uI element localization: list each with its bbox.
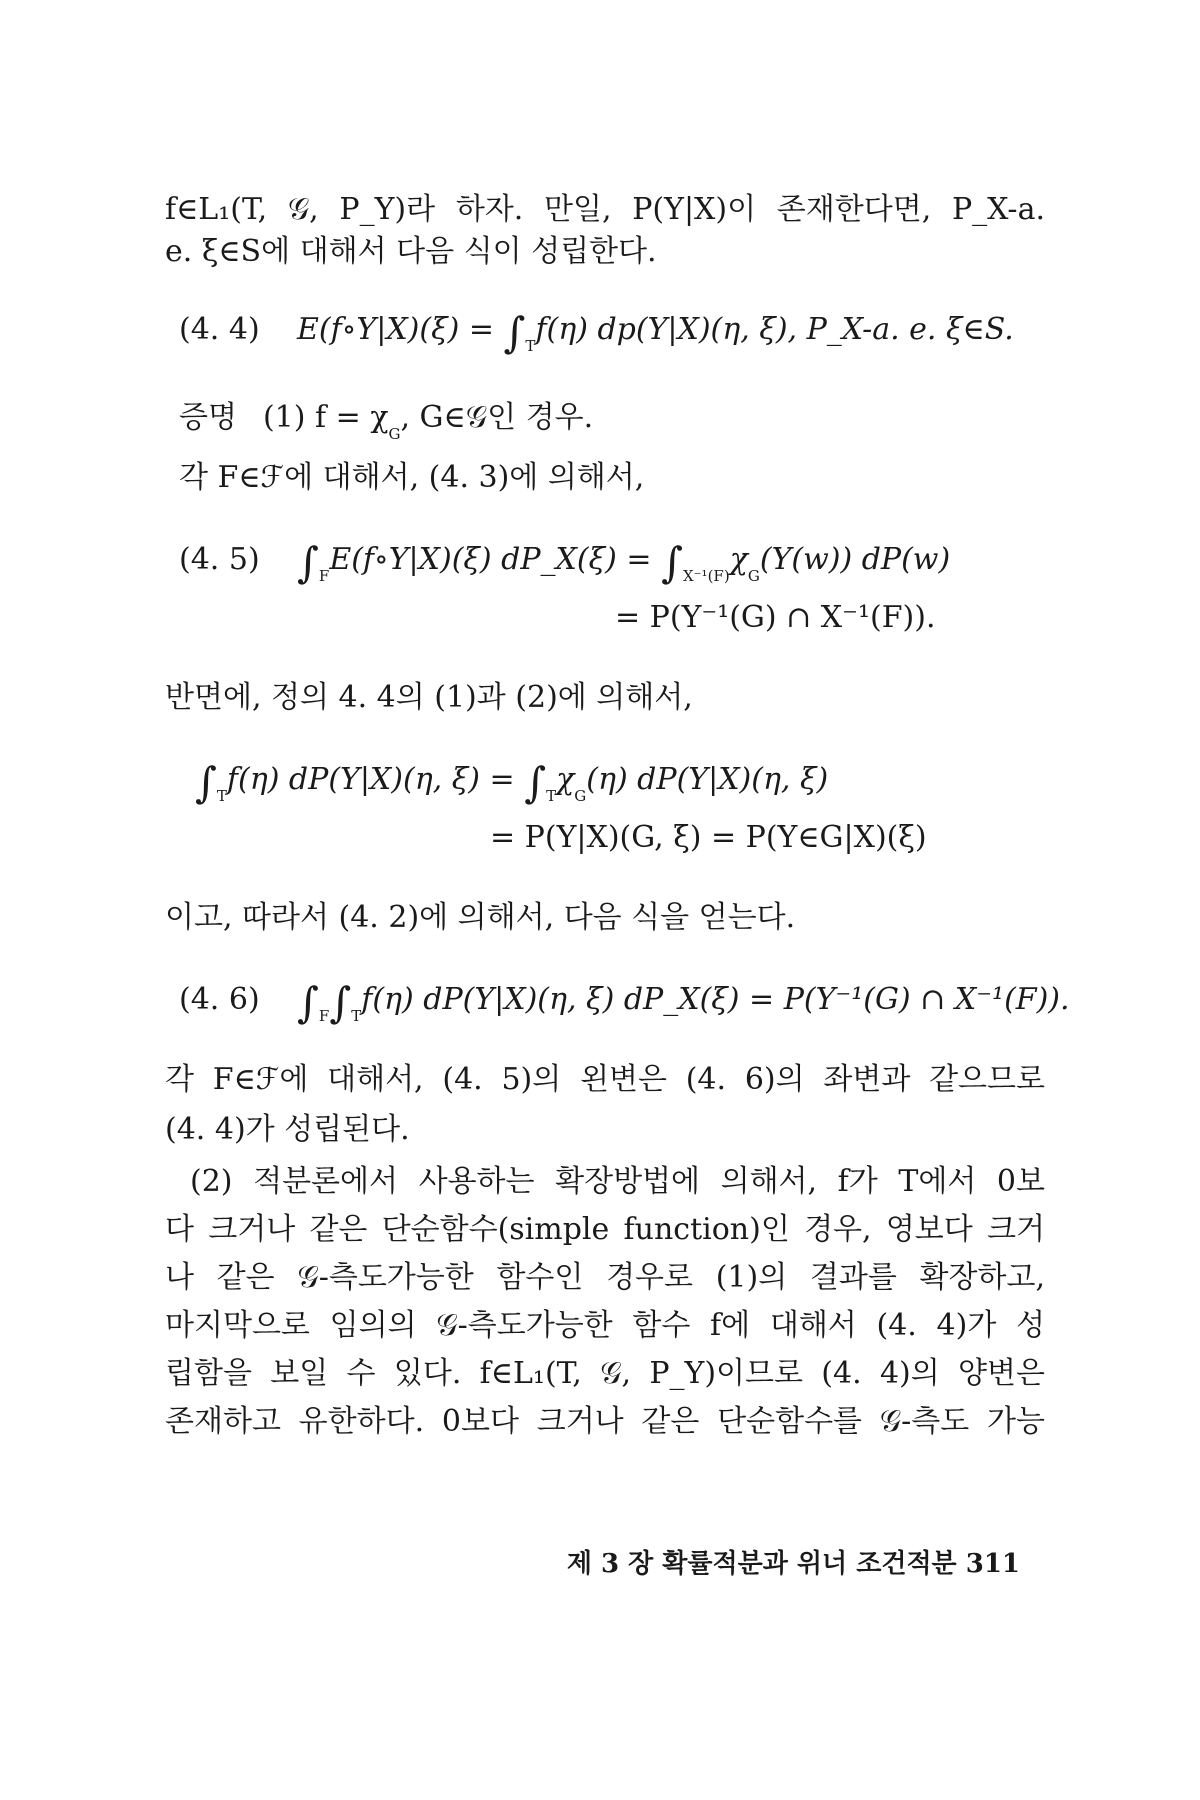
equation-lhs: E(f∘Y|X)(ξ) dP_X(ξ) = [329, 542, 662, 577]
equation-lhs: E(f∘Y|X)(ξ) = [297, 312, 504, 347]
integral-sign: ∫ [195, 758, 217, 807]
paragraph-2-line-2: 다 크거나 같은 단순함수(simple function)인 경우, 영보다 크거 [165, 1212, 1045, 1247]
equation-number: (4. 4) [179, 312, 260, 347]
equation-lhs: f(η) dP(Y|X)(η, ξ) = [226, 762, 525, 797]
each-f-line: 각 F∈ℱ에 대해서, (4. 3)에 의해서, [179, 460, 645, 495]
paragraph-2-line-5: 립함을 보일 수 있다. f∈L₁(T, 𝒢, P_Y)이므로 (4. 4)의 양변은 [165, 1356, 1045, 1391]
proof-case-1 [165, 398, 1045, 454]
equation-rhs: χ [729, 542, 748, 577]
proof-case-rest: , G∈𝒢인 경우. [400, 400, 594, 435]
integral-subscript: X⁻¹(F) [682, 567, 730, 585]
proof-label: 증명 [179, 400, 237, 435]
equation-body: f(η) dP(Y|X)(η, ξ) dP_X(ξ) = P(Y⁻¹(G) ∩ X⁻¹(F)). [361, 982, 1070, 1017]
integral-sign: ∫ [524, 758, 547, 807]
chi-subscript: G [747, 567, 760, 585]
equation-rhs: χ [556, 762, 575, 797]
integral-sign: ∫ [661, 538, 683, 587]
paragraph-2-line-1: (2) 적분론에서 사용하는 확장방법에 의해서, f가 T에서 0보 [190, 1164, 1045, 1199]
equation-4-5-line-2: = P(Y⁻¹(G) ∩ X⁻¹(F)). [615, 600, 936, 635]
contrast-line: 반면에, 정의 4. 4의 (1)과 (2)에 의해서, [165, 680, 693, 715]
paragraph-2-line-3: 나 같은 𝒢-측도가능한 함수인 경우로 (1)의 결과를 확장하고, [165, 1260, 1045, 1295]
integral-subscript: F [318, 567, 330, 585]
equation-rhs-rest: (Y(w)) dP(w) [759, 542, 951, 577]
equation-definition-line-2: = P(Y|X)(G, ξ) = P(Y∈G|X)(ξ) [490, 820, 927, 855]
proof-case-text: (1) f = χ [262, 400, 389, 435]
integral-subscript: T [216, 787, 227, 805]
integral-subscript: F [318, 1007, 330, 1025]
chi-subscript: G [574, 787, 587, 805]
chi-subscript: G [388, 425, 401, 443]
equation-4-4 [165, 310, 1045, 366]
conclusion-line-1: 각 F∈ℱ에 대해서, (4. 5)의 왼변은 (4. 6)의 좌변과 같으므로 [165, 1062, 1045, 1097]
paragraph-1-line-2: e. ξ∈S에 대해서 다음 식이 성립한다. [165, 234, 657, 269]
paragraph-1-line-1: f∈L₁(T, 𝒢, P_Y)라 하자. 만일, P(Y|X)이 존재한다면, P_X-a. [165, 192, 1045, 227]
equation-4-5-line-1 [165, 540, 1045, 596]
equation-definition-line-1 [195, 760, 1075, 816]
paragraph-2-line-6: 존재하고 유한하다. 0보다 크거나 같은 단순함수를 𝒢-측도 가능 [165, 1404, 1045, 1439]
integral-sign: ∫ [329, 978, 352, 1027]
integral-subscript: T [546, 787, 557, 805]
conclusion-line-2: (4. 4)가 성립된다. [165, 1112, 410, 1147]
integral-subscript: T [525, 337, 536, 355]
page-footer: 제 3 장 확률적분과 위너 조건적분 311 [566, 1549, 1020, 1579]
integral-sign: ∫ [297, 538, 319, 587]
equation-number: (4. 6) [179, 982, 260, 1017]
integral-sign: ∫ [503, 308, 526, 357]
paragraph-2-line-4: 마지막으로 임의의 𝒢-측도가능한 함수 f에 대해서 (4. 4)가 성 [165, 1308, 1045, 1343]
integral-sign: ∫ [297, 978, 319, 1027]
therefore-line: 이고, 따라서 (4. 2)에 의해서, 다음 식을 얻는다. [165, 900, 796, 935]
integral-subscript: T [351, 1007, 362, 1025]
equation-number: (4. 5) [179, 542, 260, 577]
equation-rhs: f(η) dp(Y|X)(η, ξ), P_X-a. e. ξ∈S. [535, 312, 1014, 347]
equation-rhs-rest: (η) dP(Y|X)(η, ξ) [586, 762, 829, 797]
equation-4-6 [165, 978, 1070, 1036]
